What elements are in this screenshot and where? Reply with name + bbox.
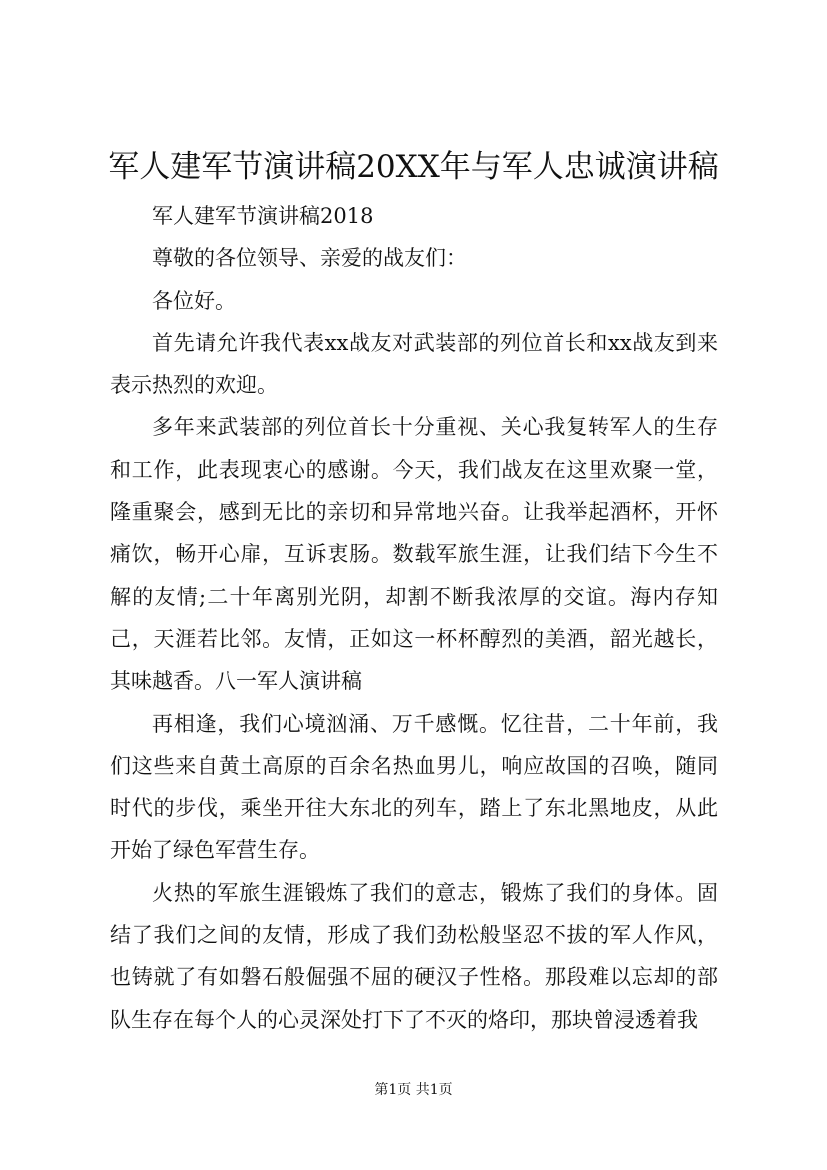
paragraph-subtitle: 军人建军节演讲稿2018 <box>152 204 374 228</box>
paragraph-salutation: 尊敬的各位领导、亲爱的战友们： <box>152 246 467 271</box>
paragraph-military-life: 火热的军旅生涯锻炼了我们的意志，锻炼了我们的身体。固结了我们之间的友情，形成了我们劲松般坚忍不拔的军人作风，也铸就了有如磐石般倔强不屈的硬汉子性格。那段难以忘却的部队生存在每个人的心灵深处打下了不灭的烙印，那块曾浸透着我 <box>110 880 718 1032</box>
paragraph-reunion: 再相逢，我们心境汹涌、万千感慨。忆往昔，二十年前，我们这些来自黄土高原的百余名热血男儿，响应故国的召唤，随同时代的步伐，乘坐开往大东北的列车，踏上了东北黑地皮，从此开始了绿色军营生存。 <box>110 711 718 863</box>
paragraph-greeting: 各位好。 <box>152 288 236 313</box>
document-title: 军人建军节演讲稿20XX年与军人忠诚演讲稿 <box>108 149 719 185</box>
paragraph-welcome: 首先请允许我代表xx战友对武装部的列位首长和xx战友到来表示热烈的欢迎。 <box>110 330 718 398</box>
page-footer: 第1页 共1页 <box>374 1082 453 1098</box>
paragraph-gratitude: 多年来武装部的列位首长十分重视、关心我复转军人的生存和工作，此表现衷心的感谢。今天，我们战友在这里欢聚一堂，隆重聚会，感到无比的亲切和异常地兴奋。让我举起酒杯，开怀痛饮，畅开心扉，互诉衷肠。数载军旅生涯，让我们结下今生不解的友情;二十年离别光阴，却割不断我浓厚的交谊。海内存知己，天涯若比邻。友情，正如这一杯杯醇烈的美酒，韶光越长，其味越香。八一军人演讲稿 <box>110 415 718 694</box>
document-body <box>110 195 718 1041</box>
